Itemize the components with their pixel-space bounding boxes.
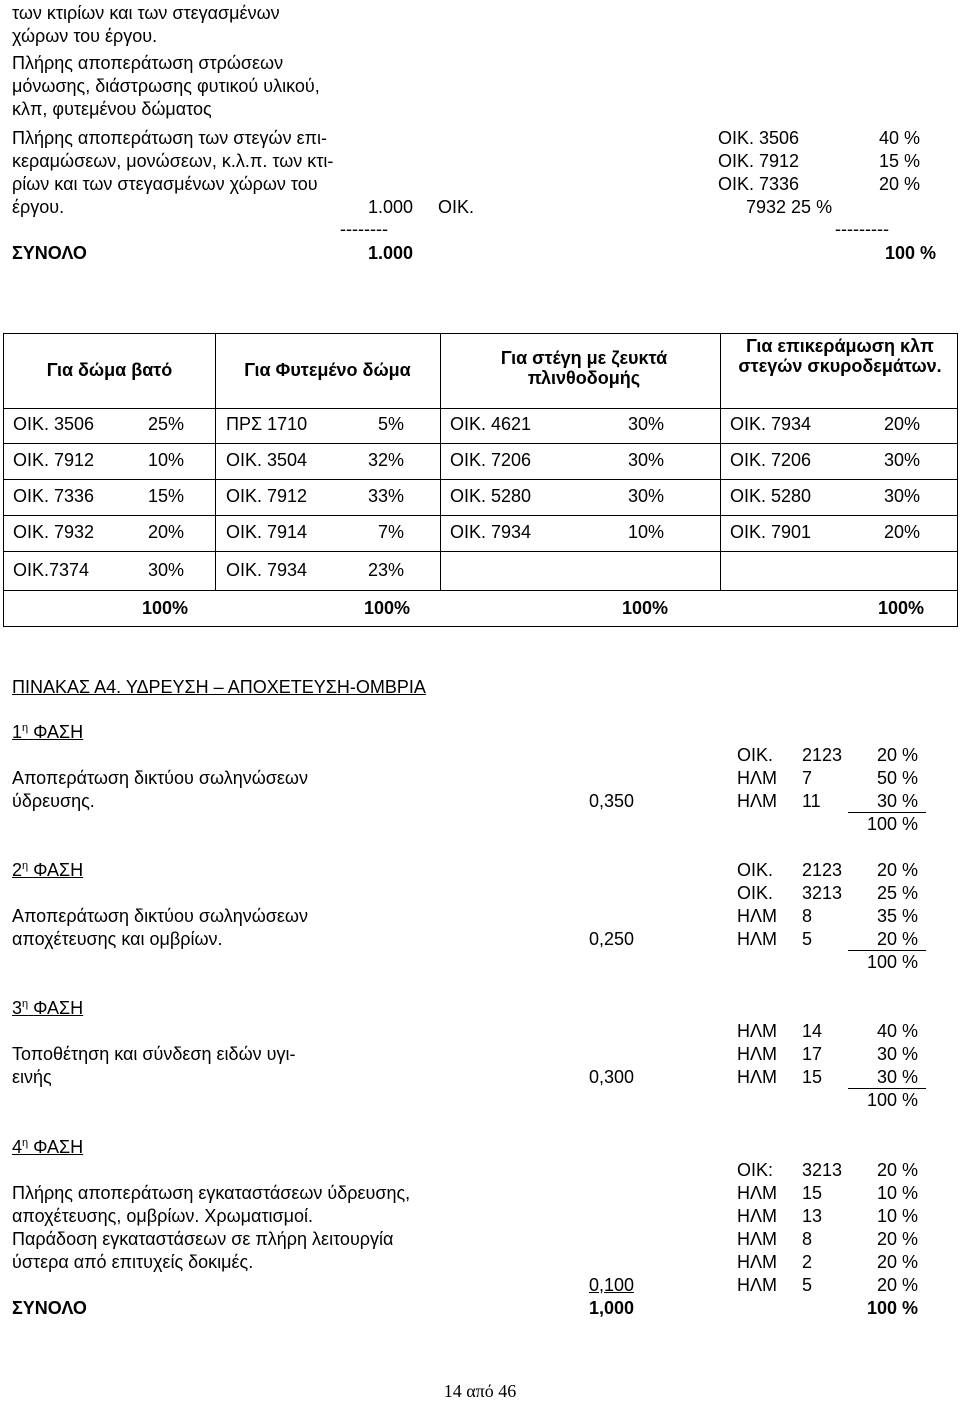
table-rule <box>4 551 957 552</box>
phase-code-num: 2123 <box>802 860 843 880</box>
roofs-dash: -------- <box>340 219 388 239</box>
roofs-qty: 1.000 <box>368 197 414 217</box>
table-cell-code: ΟΙΚ.7374 <box>13 560 90 580</box>
phase-code: ΗΛΜ <box>737 768 778 788</box>
roofs-desc-line: κεραμώσεων, μονώσεων, κ.λ.π. των κτι- <box>12 151 334 171</box>
table-cell-pct: 20% <box>147 522 184 542</box>
table-cell-pct: 20% <box>883 522 920 542</box>
table-cell-code: ΟΙΚ. 7912 <box>226 486 308 506</box>
phase-code: ΗΛΜ <box>737 1044 778 1064</box>
phase-code: ΗΛΜ <box>737 791 778 811</box>
intro-line: χώρων του έργου. <box>12 26 158 46</box>
table-total: 100% <box>141 598 188 618</box>
phase-code: ΗΛΜ <box>737 906 778 926</box>
table-cell-pct: 33% <box>367 486 404 506</box>
phase-code: ΗΛΜ <box>737 1252 778 1272</box>
phase-pct: 20 % <box>876 1275 918 1295</box>
table-cell-pct: 23% <box>367 560 404 580</box>
phase-pct: 30 % <box>876 1067 918 1087</box>
phase-pct: 20 % <box>876 1229 918 1249</box>
table-cell-code: ΟΙΚ. 3504 <box>226 450 308 470</box>
phase-code-num: 13 <box>802 1206 823 1226</box>
phase-qty: 0,300 <box>588 1067 634 1087</box>
page-number: 14 από 46 <box>443 1381 517 1401</box>
table-cell-code: ΟΙΚ. 7934 <box>450 522 532 542</box>
phase-code-num: 14 <box>802 1021 823 1041</box>
phase-code-num: 15 <box>802 1067 823 1087</box>
table-cell-pct: 30% <box>627 414 664 434</box>
roofs-percent: 20 % <box>878 174 920 194</box>
roofs-total-label: ΣΥΝΟΛΟ <box>12 243 87 263</box>
phase-pct: 25 % <box>876 883 918 903</box>
phase-qty: 0,100 <box>588 1275 634 1295</box>
roofs-breakdown-table <box>3 333 958 627</box>
table-cell-pct: 30% <box>627 486 664 506</box>
phase-code-num: 11 <box>802 791 821 811</box>
table-rule <box>4 515 957 516</box>
phase-code: ΟΙΚ. <box>737 883 774 903</box>
table-rule <box>4 408 957 409</box>
phase-desc-line: Αποπεράτωση δικτύου σωληνώσεων <box>12 906 308 926</box>
phase-heading: $1^\eta$ ΦΑΣΗ <box>12 722 84 742</box>
phase-code: ΗΛΜ <box>737 1229 778 1249</box>
a4-title: ΠΙΝΑΚΑΣ Α4. ΥΔΡΕΥΣΗ – ΑΠΟΧΕΤΕΥΣΗ-ΟΜΒΡΙΑ <box>12 677 426 697</box>
phase-pct: 30 % <box>876 1044 918 1064</box>
table-cell-pct: 30% <box>883 450 920 470</box>
table-cell-code: ΠΡΣ 1710 <box>226 414 308 434</box>
table-cell-pct: 30% <box>883 486 920 506</box>
phase-code-num: 3213 <box>802 1160 843 1180</box>
phase-code-num: 2 <box>802 1252 813 1272</box>
phase-code: ΗΛΜ <box>737 1183 778 1203</box>
table-cell-pct: 10% <box>627 522 664 542</box>
table-cell-code: ΟΙΚ. 7206 <box>730 450 812 470</box>
phase-heading: $4^\eta$ ΦΑΣΗ <box>12 1137 84 1157</box>
table-cell-pct: 30% <box>627 450 664 470</box>
phase-pct: 20 % <box>876 745 918 765</box>
phase-pct: 20 % <box>876 1160 918 1180</box>
roofs-desc-line: ρίων και των στεγασμένων χώρων του <box>12 174 318 194</box>
phase-pct: 30 % <box>876 791 918 811</box>
phase-desc-line: Τοποθέτηση και σύνδεση ειδών υγι- <box>12 1044 296 1064</box>
phase-code: ΟΙΚ. <box>737 860 774 880</box>
table-header: Για δώμα βατό <box>46 360 173 380</box>
table-header: Για στέγη με ζευκτά πλινθοδομής <box>500 348 668 388</box>
intro-line: μόνωσης, διάστρωσης φυτικού υλικού, <box>12 76 320 96</box>
table-rule <box>4 479 957 480</box>
table-total: 100% <box>877 598 924 618</box>
roofs-desc-line: έργου. <box>12 197 65 217</box>
roofs-total-pct: 100 % <box>884 243 936 263</box>
phase-total: 100 % <box>866 952 918 972</box>
phase-pct: 10 % <box>876 1183 918 1203</box>
phase-code: ΗΛΜ <box>737 1206 778 1226</box>
table-cell-pct: 30% <box>147 560 184 580</box>
table-cell-pct: 5% <box>377 414 404 434</box>
roofs-code: ΟΙΚ. 7912 <box>718 151 800 171</box>
phase-total: 100 % <box>866 1090 918 1110</box>
phase-desc-line: αποχέτευσης, ομβρίων. Χρωματισμοί. <box>12 1206 314 1226</box>
phase-code-num: 8 <box>802 1229 813 1249</box>
phase-pct: 10 % <box>876 1206 918 1226</box>
phase-code-num: 5 <box>802 929 813 949</box>
roofs-qty-unit: ΟΙΚ. <box>438 197 475 217</box>
roofs-code: ΟΙΚ. 3506 <box>718 128 800 148</box>
phase-desc-line: Παράδοση εγκαταστάσεων σε πλήρη λειτουργία <box>12 1229 394 1249</box>
table-header: Για επικεράμωση κλπ στεγών σκυροδεμάτων. <box>738 336 942 376</box>
table-rule <box>4 443 957 444</box>
phase-desc-line: αποχέτευσης και ομβρίων. <box>12 929 223 949</box>
table-cell-code: ΟΙΚ. 7914 <box>226 522 308 542</box>
phase-code: ΟΙΚ: <box>737 1160 774 1180</box>
phase-code-num: 2123 <box>802 745 843 765</box>
phase-qty: 0,350 <box>588 791 634 811</box>
table-header: Για Φυτεμένο δώμα <box>244 360 411 380</box>
a4-total-qty: 1,000 <box>588 1298 634 1318</box>
phase-desc-line: Πλήρης αποπεράτωση εγκαταστάσεων ύδρευσης, <box>12 1183 411 1203</box>
table-cell-pct: 15% <box>147 486 184 506</box>
intro-line: των κτιρίων και των στεγασμένων <box>12 3 280 23</box>
phase-pct: 20 % <box>876 1252 918 1272</box>
roofs-code: 7932 25 % <box>746 197 833 217</box>
phase-code-num: 7 <box>802 768 813 788</box>
phase-desc-line: εινής <box>12 1067 52 1087</box>
phase-desc-line: ύδρευσης. <box>12 791 95 811</box>
a4-total-label: ΣΥΝΟΛΟ <box>12 1298 87 1318</box>
table-cell-code: ΟΙΚ. 7901 <box>730 522 812 542</box>
intro-line: Πλήρης αποπεράτωση στρώσεων <box>12 53 284 73</box>
phase-code-num: 15 <box>802 1183 823 1203</box>
phase-pct: 35 % <box>876 906 918 926</box>
phase-code: ΗΛΜ <box>737 929 778 949</box>
table-cell-code: ΟΙΚ. 4621 <box>450 414 532 434</box>
phase-pct: 20 % <box>876 929 918 949</box>
phase-pct: 40 % <box>876 1021 918 1041</box>
table-rule <box>4 590 957 591</box>
table-cell-code: ΟΙΚ. 7206 <box>450 450 532 470</box>
phase-code-num: 17 <box>802 1044 823 1064</box>
phase-heading: $3^\eta$ ΦΑΣΗ <box>12 998 84 1018</box>
phase-desc-line: ύστερα από επιτυχείς δοκιμές. <box>12 1252 254 1272</box>
table-cell-pct: 25% <box>147 414 184 434</box>
phase-code: ΟΙΚ. <box>737 745 774 765</box>
table-cell-code: ΟΙΚ. 5280 <box>730 486 812 506</box>
table-cell-code: ΟΙΚ. 7932 <box>13 522 95 542</box>
phase-code: ΗΛΜ <box>737 1067 778 1087</box>
phase-heading: $2^\eta$ ΦΑΣΗ <box>12 860 84 880</box>
roofs-percent: 15 % <box>878 151 920 171</box>
intro-line: κλπ, φυτεμένου δώματος <box>12 99 212 119</box>
roofs-desc-line: Πλήρης αποπεράτωση των στεγών επι- <box>12 128 328 148</box>
table-cell-code: ΟΙΚ. 7336 <box>13 486 95 506</box>
phase-code: ΗΛΜ <box>737 1275 778 1295</box>
table-total: 100% <box>621 598 668 618</box>
table-cell-code: ΟΙΚ. 7912 <box>13 450 95 470</box>
table-cell-pct: 10% <box>147 450 184 470</box>
table-col-rule <box>440 334 441 590</box>
phase-pct: 20 % <box>876 860 918 880</box>
phase-qty: 0,250 <box>588 929 634 949</box>
phase-desc-line: Αποπεράτωση δικτύου σωληνώσεων <box>12 768 308 788</box>
table-cell-pct: 7% <box>377 522 404 542</box>
table-cell-pct: 20% <box>883 414 920 434</box>
phase-code-num: 8 <box>802 906 813 926</box>
roofs-percent: 40 % <box>878 128 920 148</box>
roofs-total-qty: 1.000 <box>368 243 414 263</box>
roofs-dash: --------- <box>835 219 889 239</box>
table-cell-code: ΟΙΚ. 3506 <box>13 414 95 434</box>
table-cell-code: ΟΙΚ. 5280 <box>450 486 532 506</box>
phase-code: ΗΛΜ <box>737 1021 778 1041</box>
table-cell-pct: 32% <box>367 450 404 470</box>
phase-code-num: 5 <box>802 1275 813 1295</box>
phase-total: 100 % <box>866 814 918 834</box>
phase-pct: 50 % <box>876 768 918 788</box>
table-cell-code: ΟΙΚ. 7934 <box>730 414 812 434</box>
table-cell-code: ΟΙΚ. 7934 <box>226 560 308 580</box>
a4-total-pct: 100 % <box>866 1298 918 1318</box>
table-total: 100% <box>363 598 410 618</box>
roofs-code: ΟΙΚ. 7336 <box>718 174 800 194</box>
phase-code-num: 3213 <box>802 883 843 903</box>
